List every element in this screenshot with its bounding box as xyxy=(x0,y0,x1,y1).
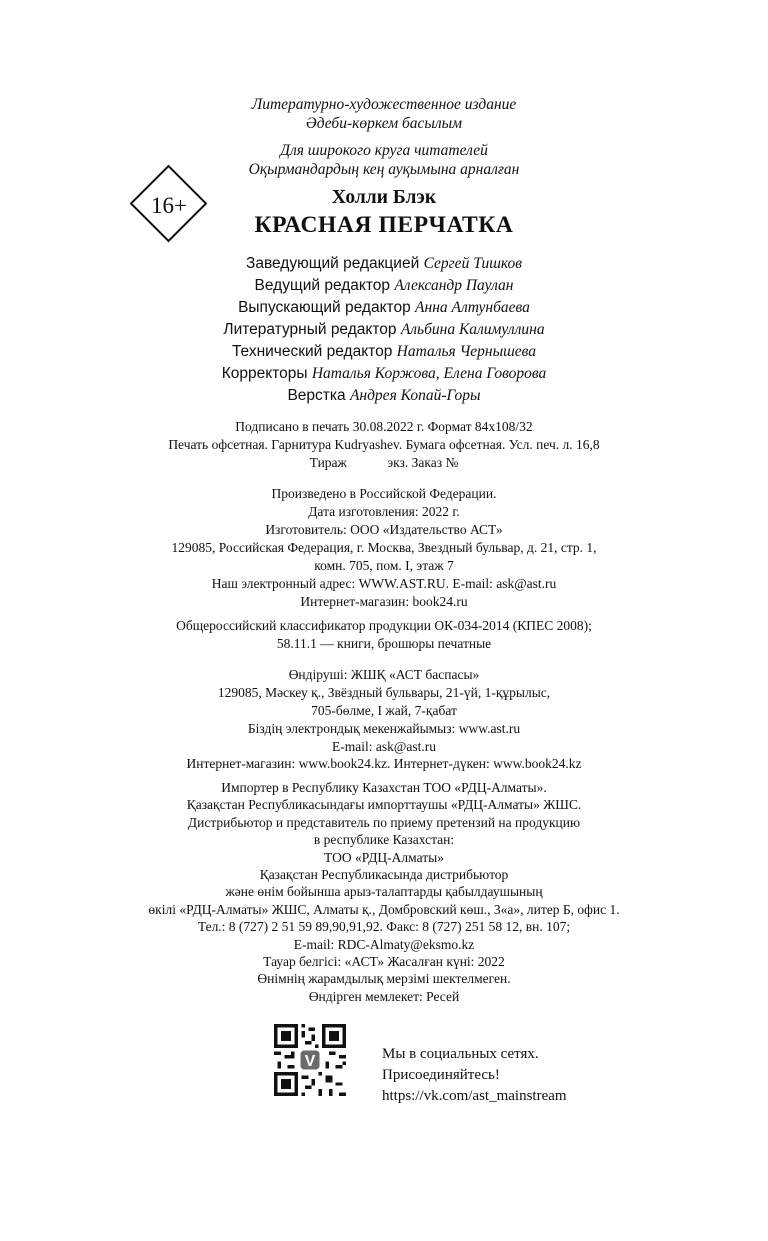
credit-line: Корректоры Наталья Коржова, Елена Говорова xyxy=(221,365,547,382)
age-rating: 16+ xyxy=(151,193,187,218)
importer-line: Тел.: 8 (727) 2 51 59 89,90,91,92. Факс: 8 (727) 251 58 12, вн. 107; xyxy=(197,919,571,935)
social-url-link[interactable]: https://vk.com/ast_mainstream xyxy=(382,1088,567,1104)
edition-kz: Әдеби-көркем басылым xyxy=(305,115,463,132)
importer-line: Қазақстан Республикасындағы импорттаушы «РДЦ-Алматы» ЖШС. xyxy=(186,797,582,813)
credit-line: Верстка Андрея Копай-Горы xyxy=(287,387,481,404)
importer-line: Импортер в Республику Казахстан ТОО «РДЦ-Алматы». xyxy=(221,780,547,795)
credit-line: Ведущий редактор Александр Паулан xyxy=(254,277,514,294)
manufacturer-line: Дата изготовления: 2022 г. xyxy=(308,504,460,519)
print-info xyxy=(0,418,768,472)
manufacturer-kz-line: 705-бөлме, I жай, 7-қабат xyxy=(311,703,457,718)
print-info-line: Тираж экз. Заказ № xyxy=(309,455,459,470)
social-block xyxy=(382,1044,567,1107)
manufacturer-kz-line: Біздің электрондық мекенжайымыз: www.ast.ru xyxy=(247,721,521,736)
credit-line: Выпускающий редактор Анна Алтунбаева xyxy=(238,299,530,316)
importer-line: Өндірген мемлекет: Ресей xyxy=(308,988,460,1004)
importer-line: және өнім бойынша арыз-талаптарды қабылдаушының xyxy=(225,884,543,900)
credit-line: Литературный редактор Альбина Калимуллина xyxy=(223,321,545,338)
classifier-line: 58.11.1 — книги, брошюры печатные xyxy=(276,636,492,651)
book-title: КРАСНАЯ ПЕРЧАТКА xyxy=(254,212,514,238)
qr-badge-letter: V xyxy=(304,1052,316,1070)
online-shops: Интернет-магазин: www.book24.kz. Интернет-дүкен: www.book24.kz xyxy=(186,756,582,771)
manufacturer-kz-line: E-mail: ask@ast.ru xyxy=(332,739,436,754)
importer-line: Тауар белгісі: «АСТ» Жасалған күні: 2022 xyxy=(263,954,505,970)
manufacturer-line: 129085, Российская Федерация, г. Москва, Звездный бульвар, д. 21, стр. 1, xyxy=(171,540,597,555)
qr-code-icon[interactable] xyxy=(274,1024,346,1096)
imprint-header xyxy=(0,95,768,179)
manufacturer-line: Наш электронный адрес: WWW.AST.RU. E-mail: ask@ast.ru xyxy=(211,576,557,591)
social-line-2: Присоединяйтесь! xyxy=(382,1067,500,1083)
classifier-line: Общероссийский классификатор продукции ОК-034-2014 (КПЕС 2008); xyxy=(176,618,592,633)
importer-line: Дистрибьютор и представитель по приему претензий на продукцию xyxy=(187,814,581,830)
social-line-1: Мы в социальных сетях. xyxy=(382,1046,539,1062)
manufacturer-line: Интернет-магазин: book24.ru xyxy=(300,594,468,609)
manufacturer-ru xyxy=(0,485,768,611)
importer-info xyxy=(0,779,768,1005)
audience-kz: Оқырмандардың кең ауқымына арналған xyxy=(248,161,520,178)
manufacturer-kz-line: Өндіруші: ЖШҚ «АСТ баспасы» xyxy=(288,667,480,682)
print-info-line: Подписано в печать 30.08.2022 г. Формат 84х108/32 xyxy=(235,419,533,434)
manufacturer-line: Произведено в Российской Федерации. xyxy=(271,486,497,501)
classifier xyxy=(0,617,768,653)
manufacturer-line: Изготовитель: ООО «Издательство АСТ» xyxy=(265,522,503,537)
importer-line: Қазақстан Республикасында дистрибьютор xyxy=(259,867,509,883)
book-author: Холли Блэк xyxy=(331,187,437,208)
importer-line: E-mail: RDC-Almaty@eksmo.kz xyxy=(293,936,475,952)
credit-line: Заведующий редакцией Сергей Тишков xyxy=(245,255,523,272)
manufacturer-kz-line: 129085, Мәскеу қ., Звёздный бульвары, 21-үй, 1-құрылыс, xyxy=(217,685,551,700)
importer-line: ТОО «РДЦ-Алматы» xyxy=(324,849,444,865)
manufacturer-line: комн. 705, пом. I, этаж 7 xyxy=(314,558,454,573)
importer-line: өкілі «РДЦ-Алматы» ЖШС, Алматы қ., Домбровский көш., 3«а», литер Б, офис 1. xyxy=(148,901,620,917)
audience-ru: Для широкого круга читателей xyxy=(280,142,488,159)
importer-line: в республике Казахстан: xyxy=(313,832,455,848)
manufacturer-kz xyxy=(0,666,768,756)
credit-line: Технический редактор Наталья Чернышева xyxy=(231,343,537,360)
print-info-line: Печать офсетная. Гарнитура Kudryashev. Бумага офсетная. Усл. печ. л. 16,8 xyxy=(168,437,600,452)
edition-ru: Литературно-художественное издание xyxy=(251,96,517,113)
importer-line: Өнімнің жарамдылық мерзімі шектелмеген. xyxy=(257,971,511,987)
credits-list xyxy=(0,253,768,407)
